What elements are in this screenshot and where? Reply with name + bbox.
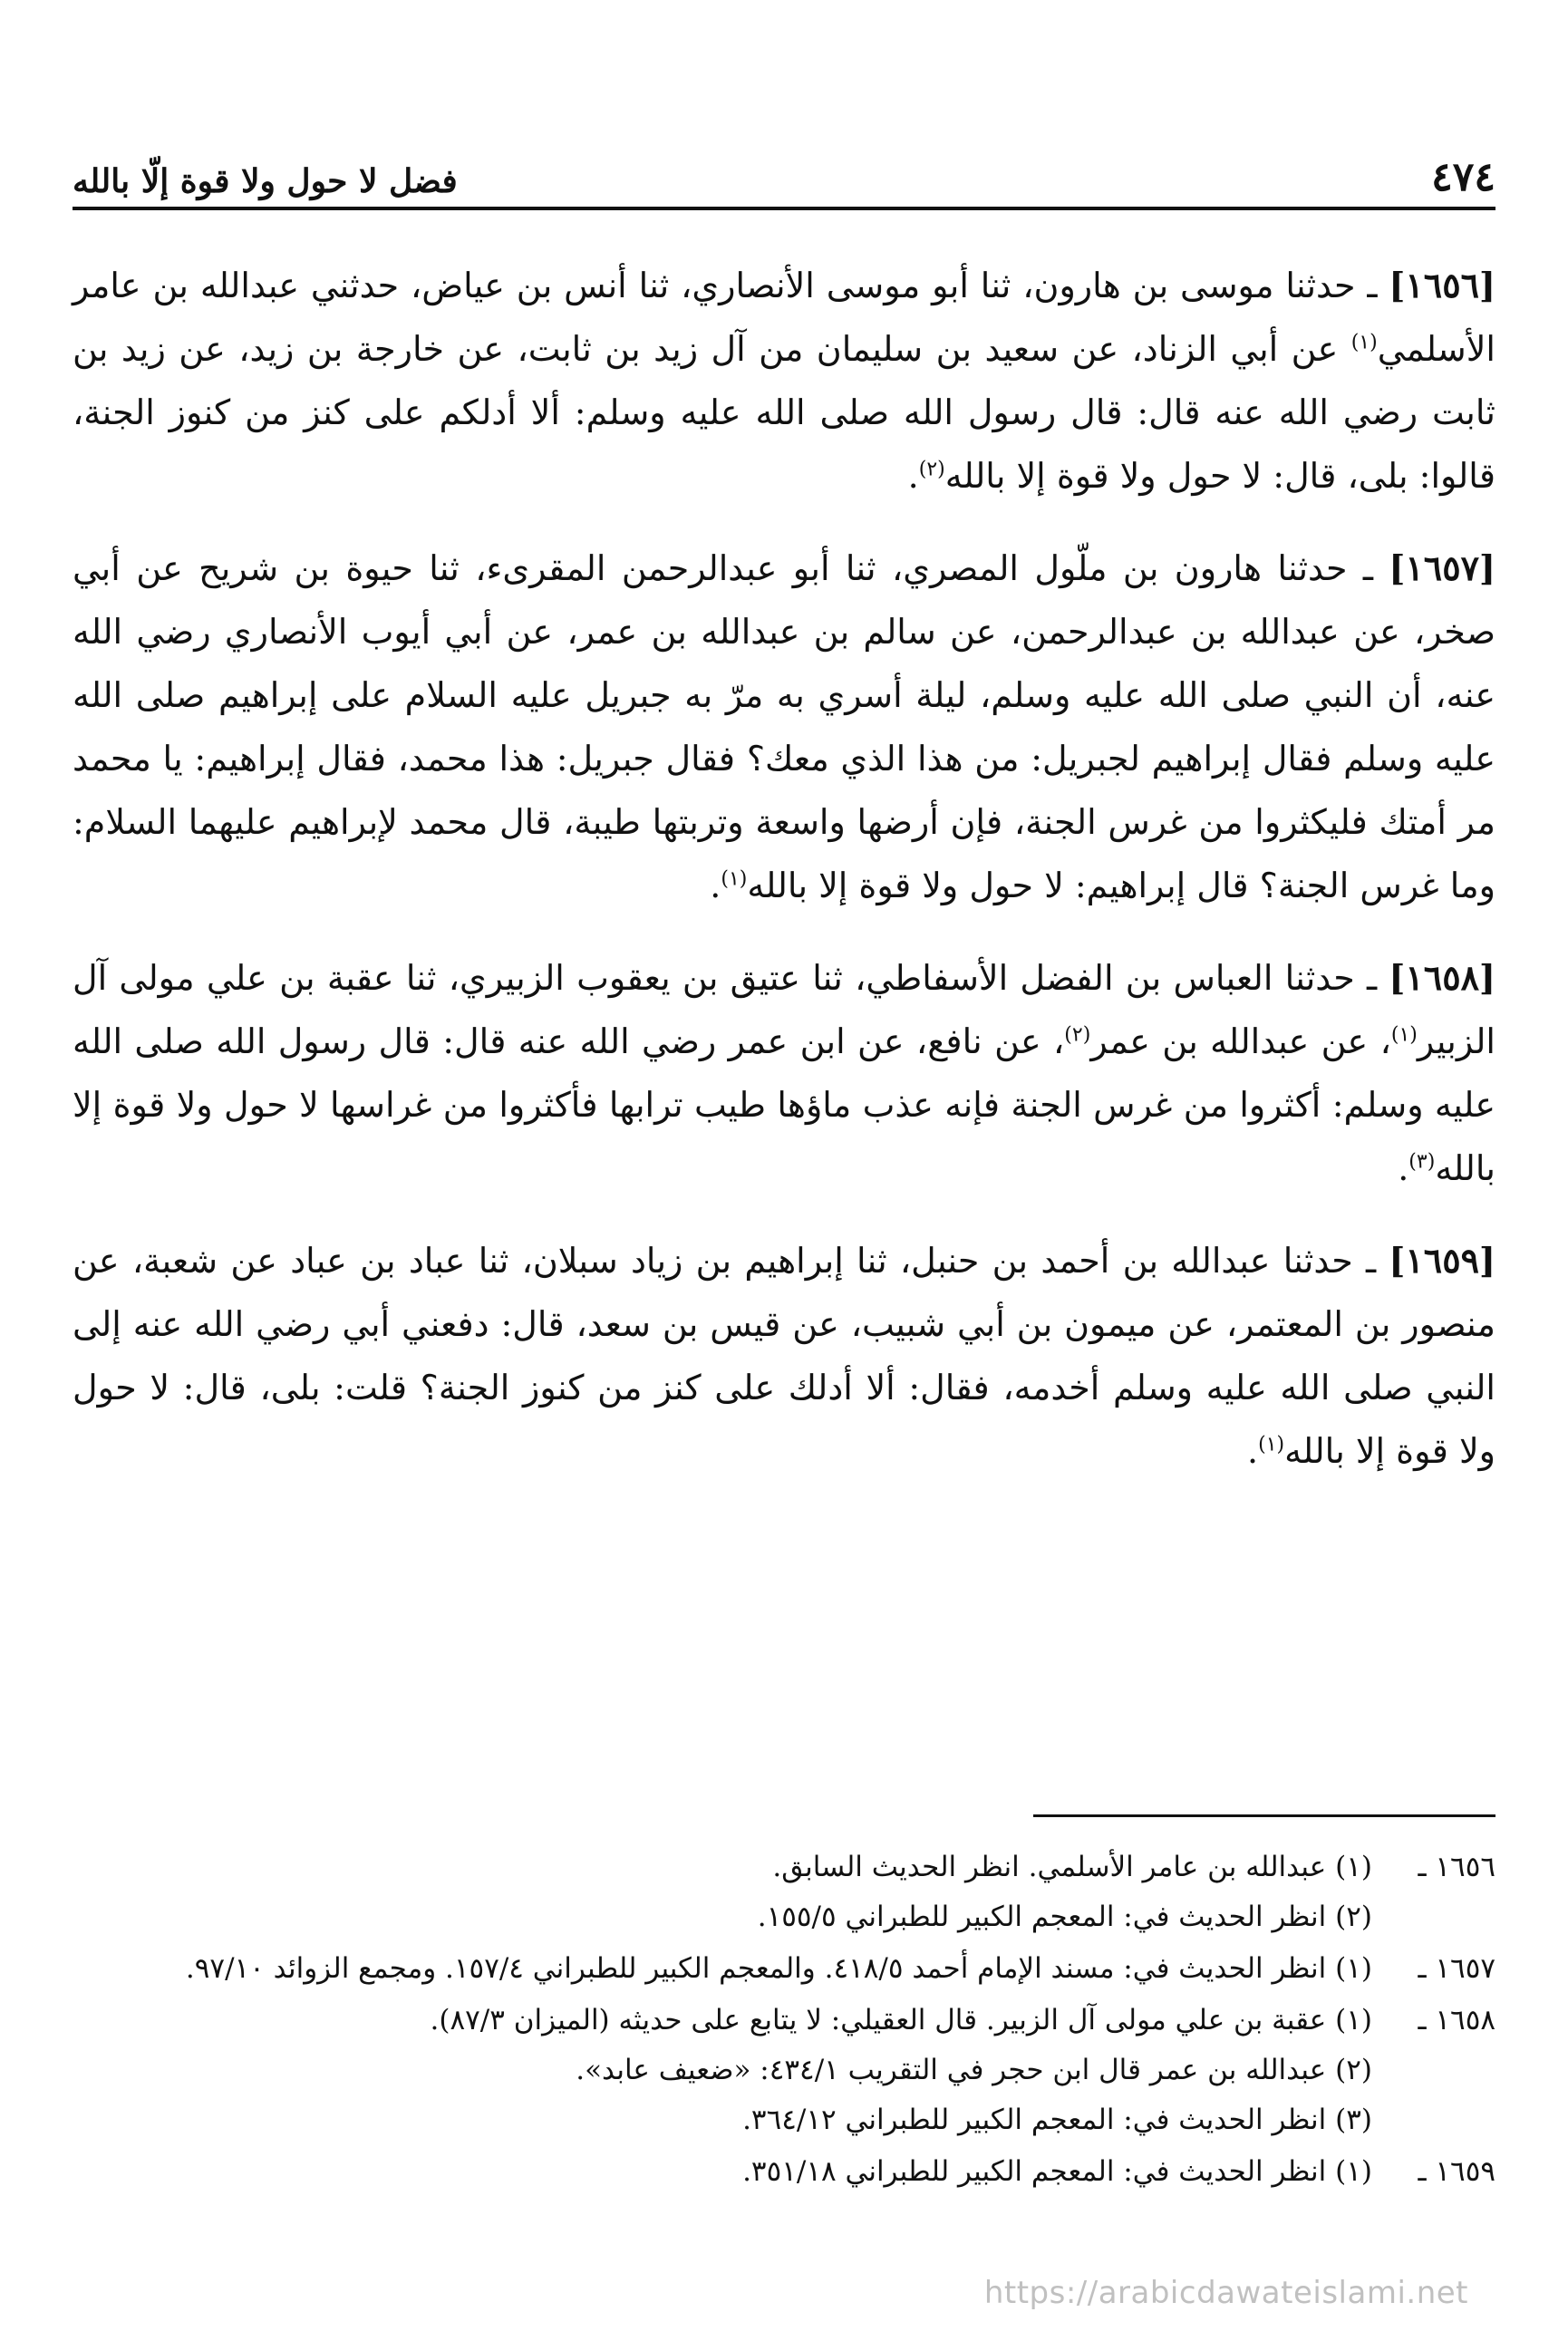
- footnotes-section: [73, 1814, 1495, 2199]
- hadith-text: ـ حدثنا عبدالله بن أحمد بن حنبل، ثنا إبراهيم بن زياد سبلان، ثنا عباد بن عباد عن شعبة، عن منصور بن المعتمر، عن ميمون بن أبي شبيب، عن قيس بن سعد، قال: دفعني أبي رضي الله عنه إلى النبي صلى الله عليه وسلم أخدمه، فقال: ألا أدلك على كنز من كنوز الجنة؟ قلت: بلى، قال: لا حول ولا قوة إلا بالله: [73, 1241, 1495, 1471]
- hadith-text: ، عن عبدالله بن عمر: [1090, 1021, 1391, 1061]
- footnote-reference: (١): [1350, 331, 1378, 354]
- running-title: فضل لا حول ولا قوة إلّا بالله: [73, 162, 458, 200]
- footnote-item: (٢) انظر الحديث في: المعجم الكبير للطبراني ١٥٥/٥.: [757, 1901, 1372, 1933]
- hadith-number: [١٦٥٦]: [1389, 265, 1495, 305]
- footnote-group-1657: [73, 1944, 1495, 1994]
- footnote-item: (١) عقبة بن علي مولى آل الزبير. قال العقيلي: لا يتابع على حديثه (الميزان ٨٧/٣).: [430, 2004, 1372, 2036]
- footnote-item: (٢) عبدالله بن عمر قال ابن حجر في التقريب ٤٣٤/١: «ضعيف عابد».: [576, 2054, 1372, 2086]
- footnote-reference: (٢): [918, 458, 945, 481]
- footnote-group-label: ١٦٥٦ ـ: [1418, 1851, 1495, 1883]
- hadith-text: ، عن نافع، عن ابن عمر رضي الله عنه قال: قال رسول الله صلى الله عليه وسلم: أكثروا من غرس الجنة فإنه عذب ماؤها طيب ترابها فأكثروا من غراسها لا حول ولا قوة إلا بالله: [73, 1021, 1495, 1188]
- footnote-group-1656: [73, 1843, 1495, 1942]
- footnote-item: (١) انظر الحديث في: مسند الإمام أحمد ٤١٨/٥. والمعجم الكبير للطبراني ١٥٧/٤. ومجمع الزوائد ٩٧/١٠.: [185, 1952, 1372, 1985]
- hadith-number: [١٦٥٨]: [1389, 957, 1495, 998]
- page-number: ٤٧٤: [1431, 154, 1495, 200]
- footnote-reference: (١): [1258, 1433, 1285, 1456]
- footnote-group-label: ١٦٥٨ ـ: [1418, 2004, 1495, 2036]
- hadith-text: ـ حدثنا موسى بن هارون، ثنا أبو موسى الأنصاري، ثنا أنس بن عياض، حدثني عبدالله بن عامر الأسلمي: [73, 266, 1495, 369]
- hadith-number: [١٦٥٩]: [1389, 1240, 1496, 1281]
- hadith-text: .: [710, 866, 721, 905]
- footnote-reference: (٢): [1064, 1023, 1091, 1047]
- footnote-list: [73, 2147, 1372, 2197]
- hadith-1657: [73, 537, 1495, 917]
- hadith-text: ـ حدثنا العباس بن الفضل الأسفاطي، ثنا عتيق بن يعقوب الزبيري، ثنا عقبة بن علي مولى آل الزبير: [73, 958, 1495, 1061]
- hadith-1659: [73, 1229, 1495, 1483]
- footnote-item: (١) انظر الحديث في: المعجم الكبير للطبراني ٣٥١/١٨.: [742, 2155, 1372, 2188]
- hadith-text: عن أبي الزناد، عن سعيد بن سليمان من آل زيد بن ثابت، عن خارجة بن زيد، عن زيد بن ثابت رضي الله عنه قال: قال رسول الله صلى الله عليه وسلم: ألا أدلكم على كنز من كنوز الجنة، قالوا: بلى، قال: لا حول ولا قوة إلا بالله: [73, 329, 1495, 496]
- footnote-group-1659: [73, 2147, 1495, 2197]
- hadith-1658: [73, 946, 1495, 1200]
- hadith-text: ـ حدثنا هارون بن ملّول المصري، ثنا أبو عبدالرحمن المقرىء، ثنا حيوة بن شريح عن أبي صخر، عن عبدالله بن عبدالرحمن، عن سالم بن عبدالله بن عمر، عن أبي أيوب الأنصاري رضي الله عنه، أن النبي صلى الله عليه وسلم، ليلة أسري به مرّ به جبريل عليه السلام على إبراهيم صلى الله عليه وسلم فقال إبراهيم لجبريل: من هذا الذي معك؟ فقال جبريل: هذا محمد، فقال إبراهيم: يا محمد مر أمتك فليكثروا من غرس الجنة، فإن أرضها واسعة وتربتها طيبة، قال محمد لإبراهيم عليهما السلام: وما غرس الجنة؟ قال إبراهيم: لا حول ولا قوة إلا بالله: [73, 548, 1495, 905]
- website-watermark: https://arabicdawateislami.net: [983, 2275, 1468, 2311]
- page-header: [73, 136, 1495, 210]
- hadith-text: .: [1398, 1148, 1409, 1188]
- footnote-separator: [1033, 1814, 1495, 1817]
- footnote-item: (١) عبدالله بن عامر الأسلمي. انظر الحديث السابق.: [772, 1851, 1372, 1883]
- footnote-list: [73, 1843, 1372, 1942]
- footnote-reference: (٣): [1408, 1150, 1436, 1174]
- footnote-list: [73, 1944, 1372, 1994]
- footnote-group-1658: [73, 1996, 1495, 2145]
- footnote-reference: (١): [1390, 1023, 1418, 1047]
- footnote-item: (٣) انظر الحديث في: المعجم الكبير للطبراني ٣٦٤/١٢.: [742, 2104, 1372, 2136]
- footnote-list: [73, 1996, 1372, 2145]
- footnote-group-label: ١٦٥٩ ـ: [1418, 2155, 1495, 2188]
- hadith-text: .: [1247, 1431, 1259, 1471]
- footnote-group-label: ١٦٥٧ ـ: [1418, 1952, 1495, 1985]
- hadith-1656: [73, 254, 1495, 508]
- footnote-reference: (١): [721, 867, 748, 891]
- main-text: [73, 254, 1495, 1512]
- hadith-number: [١٦٥٧]: [1389, 547, 1495, 588]
- hadith-text: .: [907, 456, 919, 496]
